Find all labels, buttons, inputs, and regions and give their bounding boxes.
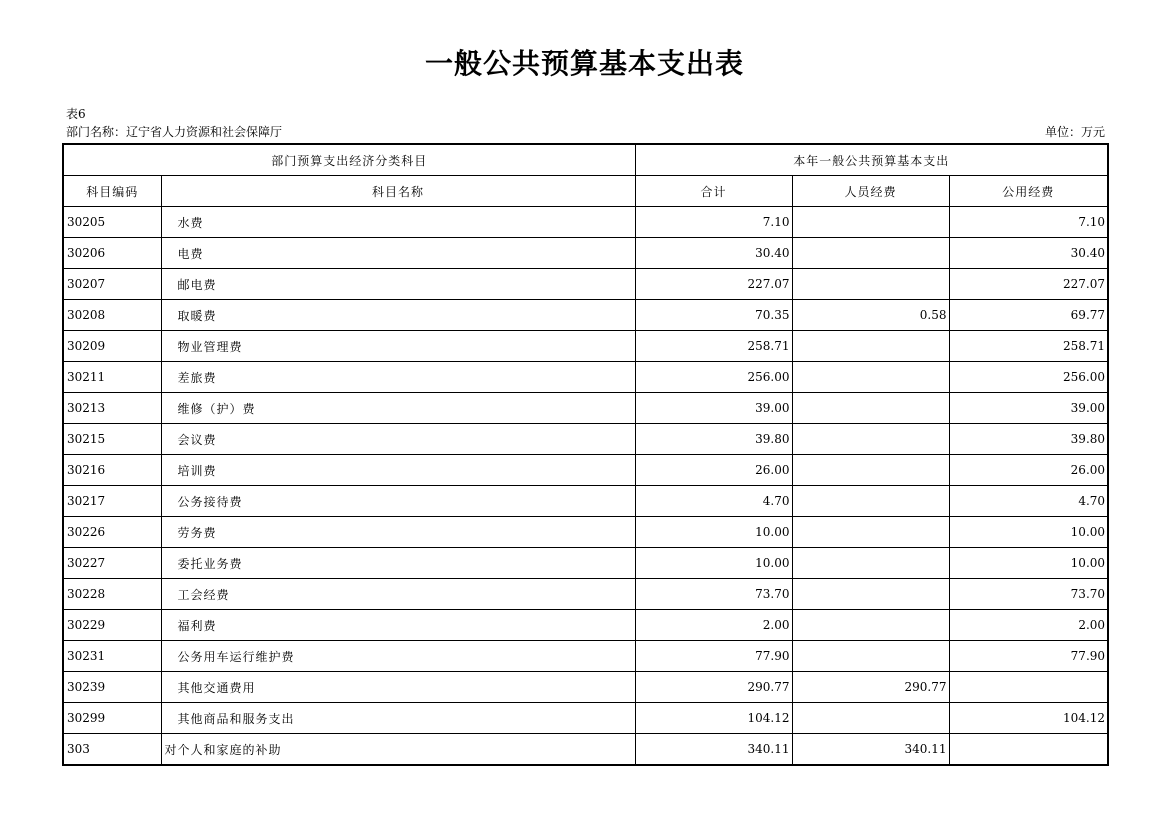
cell-personnel [792, 393, 949, 424]
cell-code: 30207 [63, 269, 161, 300]
cell-public: 258.71 [949, 331, 1108, 362]
cell-personnel [792, 703, 949, 734]
cell-code: 30217 [63, 486, 161, 517]
table-row [63, 393, 1108, 424]
cell-public: 39.80 [949, 424, 1108, 455]
cell-code: 30226 [63, 517, 161, 548]
table-row [63, 269, 1108, 300]
cell-public: 10.00 [949, 548, 1108, 579]
cell-personnel [792, 207, 949, 238]
cell-name: 培训费 [161, 455, 635, 486]
cell-public: 2.00 [949, 610, 1108, 641]
cell-total: 10.00 [635, 548, 792, 579]
header-group-left: 部门预算支出经济分类科目 [63, 144, 635, 176]
cell-total: 104.12 [635, 703, 792, 734]
table-row [63, 455, 1108, 486]
cell-name: 物业管理费 [161, 331, 635, 362]
cell-code: 30216 [63, 455, 161, 486]
cell-personnel [792, 579, 949, 610]
cell-total: 4.70 [635, 486, 792, 517]
table-row [63, 486, 1108, 517]
cell-personnel [792, 424, 949, 455]
table-row [63, 300, 1108, 331]
cell-name: 工会经费 [161, 579, 635, 610]
cell-name: 公务用车运行维护费 [161, 641, 635, 672]
cell-name: 维修（护）费 [161, 393, 635, 424]
cell-personnel [792, 641, 949, 672]
cell-name: 电费 [161, 238, 635, 269]
cell-total: 258.71 [635, 331, 792, 362]
cell-personnel [792, 455, 949, 486]
table-row [63, 672, 1108, 703]
cell-name: 取暖费 [161, 300, 635, 331]
cell-name: 对个人和家庭的补助 [161, 734, 635, 766]
cell-code: 30206 [63, 238, 161, 269]
cell-personnel [792, 486, 949, 517]
cell-name: 劳务费 [161, 517, 635, 548]
cell-public: 73.70 [949, 579, 1108, 610]
cell-personnel [792, 517, 949, 548]
cell-total: 7.10 [635, 207, 792, 238]
cell-personnel [792, 610, 949, 641]
table-row [63, 517, 1108, 548]
cell-public: 10.00 [949, 517, 1108, 548]
cell-code: 30299 [63, 703, 161, 734]
cell-public: 77.90 [949, 641, 1108, 672]
cell-total: 39.00 [635, 393, 792, 424]
cell-public: 30.40 [949, 238, 1108, 269]
department-name: 部门名称：辽宁省人力资源和社会保障厅 [66, 125, 283, 139]
cell-total: 2.00 [635, 610, 792, 641]
cell-public: 227.07 [949, 269, 1108, 300]
cell-code: 30229 [63, 610, 161, 641]
table-row [63, 424, 1108, 455]
table-row [63, 207, 1108, 238]
header-public: 公用经费 [949, 176, 1108, 207]
cell-total: 290.77 [635, 672, 792, 703]
cell-total: 227.07 [635, 269, 792, 300]
cell-name: 委托业务费 [161, 548, 635, 579]
table-row [63, 238, 1108, 269]
cell-code: 30231 [63, 641, 161, 672]
cell-personnel [792, 238, 949, 269]
cell-total: 39.80 [635, 424, 792, 455]
cell-code: 30227 [63, 548, 161, 579]
cell-personnel [792, 362, 949, 393]
cell-code: 30208 [63, 300, 161, 331]
header-code: 科目编码 [63, 176, 161, 207]
cell-name: 邮电费 [161, 269, 635, 300]
table-row [63, 610, 1108, 641]
cell-personnel: 290.77 [792, 672, 949, 703]
cell-public: 4.70 [949, 486, 1108, 517]
cell-personnel: 0.58 [792, 300, 949, 331]
cell-code: 303 [63, 734, 161, 766]
cell-name: 水费 [161, 207, 635, 238]
cell-total: 73.70 [635, 579, 792, 610]
cell-code: 30228 [63, 579, 161, 610]
table-row [63, 362, 1108, 393]
cell-total: 77.90 [635, 641, 792, 672]
cell-total: 256.00 [635, 362, 792, 393]
table-row [63, 703, 1108, 734]
budget-table [62, 143, 1109, 766]
cell-name: 差旅费 [161, 362, 635, 393]
header-name: 科目名称 [161, 176, 635, 207]
cell-total: 26.00 [635, 455, 792, 486]
table-row [63, 641, 1108, 672]
cell-public: 7.10 [949, 207, 1108, 238]
cell-code: 30209 [63, 331, 161, 362]
table-row [63, 579, 1108, 610]
cell-public: 26.00 [949, 455, 1108, 486]
cell-personnel [792, 331, 949, 362]
cell-name: 福利费 [161, 610, 635, 641]
cell-code: 30213 [63, 393, 161, 424]
cell-name: 其他交通费用 [161, 672, 635, 703]
cell-public [949, 672, 1108, 703]
cell-personnel [792, 548, 949, 579]
cell-public: 69.77 [949, 300, 1108, 331]
cell-public [949, 734, 1108, 766]
table-row [63, 331, 1108, 362]
cell-personnel: 340.11 [792, 734, 949, 766]
cell-public: 39.00 [949, 393, 1108, 424]
cell-code: 30211 [63, 362, 161, 393]
unit-label: 单位：万元 [1044, 125, 1105, 139]
header-total: 合计 [635, 176, 792, 207]
cell-total: 30.40 [635, 238, 792, 269]
table-number: 表6 [66, 107, 86, 121]
cell-total: 10.00 [635, 517, 792, 548]
cell-name: 公务接待费 [161, 486, 635, 517]
cell-personnel [792, 269, 949, 300]
cell-public: 256.00 [949, 362, 1108, 393]
cell-public: 104.12 [949, 703, 1108, 734]
table-row [63, 548, 1108, 579]
cell-total: 70.35 [635, 300, 792, 331]
cell-name: 其他商品和服务支出 [161, 703, 635, 734]
cell-code: 30239 [63, 672, 161, 703]
cell-code: 30205 [63, 207, 161, 238]
cell-name: 会议费 [161, 424, 635, 455]
table-row [63, 734, 1108, 766]
page-title: 一般公共预算基本支出表 [424, 47, 744, 80]
header-personnel: 人员经费 [792, 176, 949, 207]
cell-code: 30215 [63, 424, 161, 455]
header-group-right: 本年一般公共预算基本支出 [635, 144, 1108, 176]
cell-total: 340.11 [635, 734, 792, 766]
